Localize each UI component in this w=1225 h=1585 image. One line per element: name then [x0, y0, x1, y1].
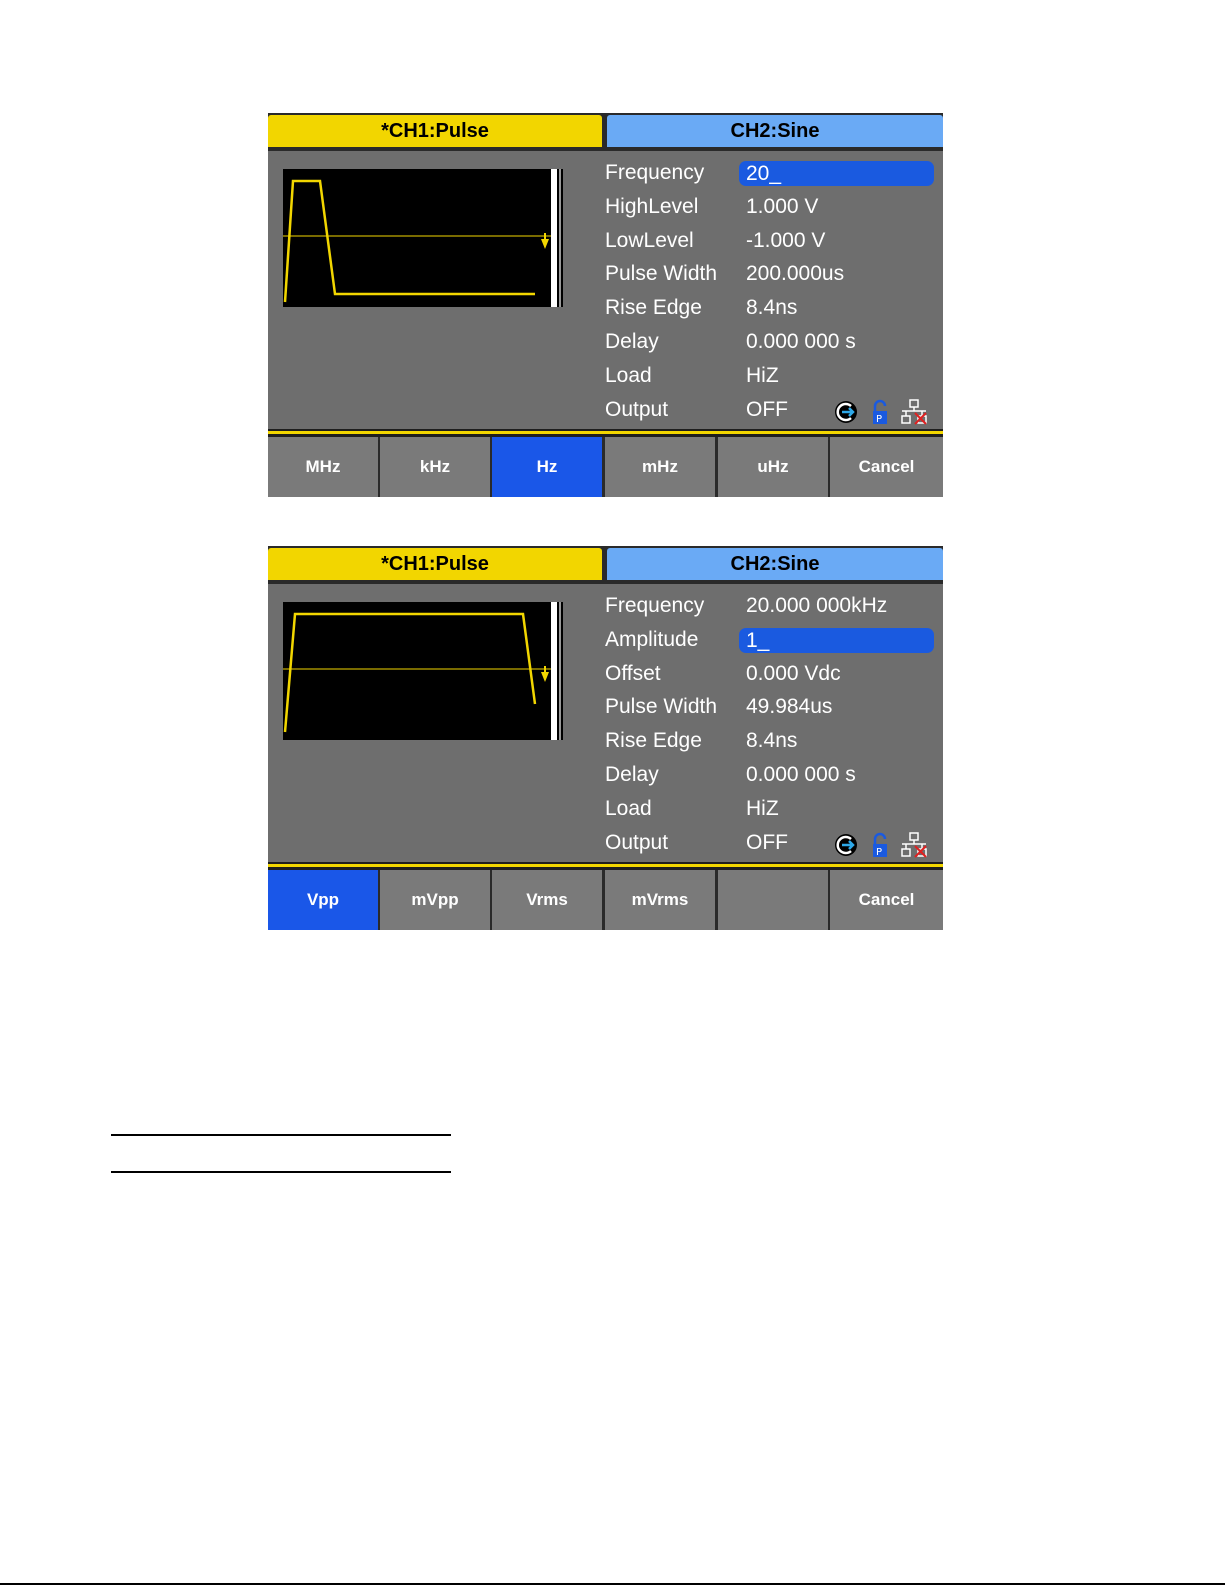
param-label: Rise Edge	[605, 729, 702, 753]
param-value: 1.000 V	[746, 194, 819, 218]
svg-text:P: P	[875, 846, 882, 858]
param-offset[interactable]	[605, 658, 940, 692]
tab-ch2[interactable]: CH2:Sine	[607, 548, 943, 580]
param-label: Rise Edge	[605, 296, 702, 320]
status-icons	[828, 832, 928, 858]
channel-tabs	[268, 546, 943, 584]
network-icon	[900, 832, 928, 858]
param-value: 8.4ns	[746, 729, 798, 753]
param-value: 200.000us	[746, 262, 845, 286]
softkey-cancel[interactable]: Cancel	[830, 870, 943, 930]
param-lowlevel[interactable]	[605, 225, 940, 259]
param-load[interactable]	[605, 793, 940, 827]
softkey-khz[interactable]: kHz	[380, 437, 490, 497]
trigger-icon	[833, 399, 859, 425]
param-rise-edge[interactable]	[605, 292, 940, 326]
param-label: Offset	[605, 661, 661, 685]
softkey-mhz[interactable]: MHz	[268, 437, 378, 497]
softkey-millihz[interactable]: mHz	[605, 437, 715, 497]
param-value: 8.4ns	[746, 296, 798, 320]
param-label: Pulse Width	[605, 262, 718, 286]
network-icon	[900, 399, 928, 425]
frequency-input[interactable]: 20_	[739, 161, 934, 186]
param-value: 0.000 Vdc	[746, 661, 841, 685]
softkey-empty	[718, 870, 828, 930]
param-amplitude[interactable]	[605, 624, 940, 658]
main-panel	[268, 584, 943, 862]
svg-text:P: P	[875, 413, 882, 425]
param-delay[interactable]	[605, 326, 940, 360]
divider-line	[111, 1171, 451, 1173]
param-label: Load	[605, 796, 652, 820]
param-label: Output	[605, 397, 669, 421]
param-value: HiZ	[746, 796, 779, 820]
main-panel	[268, 151, 943, 429]
param-label: Output	[605, 830, 669, 854]
tab-ch2[interactable]: CH2:Sine	[607, 115, 943, 147]
param-pulse-width[interactable]	[605, 691, 940, 725]
param-value: OFF	[746, 397, 788, 421]
lock-icon	[869, 832, 891, 858]
softkey-mvrms[interactable]: mVrms	[605, 870, 715, 930]
tab-ch1[interactable]: *CH1:Pulse	[268, 115, 602, 147]
param-label: Amplitude	[605, 627, 699, 651]
generator-screen-frequency	[268, 113, 943, 497]
param-delay[interactable]	[605, 759, 940, 793]
param-value: OFF	[746, 830, 788, 854]
param-highlevel[interactable]	[605, 191, 940, 225]
generator-screen-amplitude	[268, 546, 943, 930]
param-label: Frequency	[605, 161, 705, 184]
softkey-separator	[268, 862, 943, 870]
param-label: Frequency	[605, 594, 705, 617]
softkey-vpp[interactable]: Vpp	[268, 870, 378, 930]
softkey-cancel[interactable]: Cancel	[830, 437, 943, 497]
param-label: Delay	[605, 762, 659, 786]
parameter-list	[605, 157, 940, 427]
param-label: Pulse Width	[605, 695, 718, 719]
softkey-bar	[268, 870, 943, 930]
param-frequency[interactable]	[605, 590, 940, 624]
param-value: 20.000 000kHz	[746, 594, 888, 617]
param-value: -1.000 V	[746, 228, 826, 252]
status-icons	[828, 399, 928, 425]
param-value: 49.984us	[746, 695, 833, 719]
softkey-bar	[268, 437, 943, 497]
waveform-display	[283, 169, 563, 307]
waveform-display	[283, 602, 563, 740]
softkey-uhz[interactable]: uHz	[718, 437, 828, 497]
param-label: HighLevel	[605, 194, 699, 218]
param-value: 0.000 000 s	[746, 329, 856, 353]
amplitude-input[interactable]: 1_	[739, 628, 934, 653]
param-load[interactable]	[605, 360, 940, 394]
param-frequency[interactable]	[605, 157, 940, 191]
lock-icon	[869, 399, 891, 425]
trigger-icon	[833, 832, 859, 858]
param-output[interactable]	[605, 394, 940, 428]
tab-ch1[interactable]: *CH1:Pulse	[268, 548, 602, 580]
divider-line	[111, 1134, 451, 1136]
parameter-list	[605, 590, 940, 860]
softkey-mvpp[interactable]: mVpp	[380, 870, 490, 930]
param-pulse-width[interactable]	[605, 258, 940, 292]
param-output[interactable]	[605, 827, 940, 861]
param-label: LowLevel	[605, 228, 694, 252]
channel-tabs	[268, 113, 943, 151]
softkey-hz[interactable]: Hz	[492, 437, 602, 497]
param-rise-edge[interactable]	[605, 725, 940, 759]
param-label: Delay	[605, 329, 659, 353]
softkey-separator	[268, 429, 943, 437]
param-label: Load	[605, 363, 652, 387]
softkey-vrms[interactable]: Vrms	[492, 870, 602, 930]
param-value: HiZ	[746, 363, 779, 387]
param-value: 0.000 000 s	[746, 762, 856, 786]
